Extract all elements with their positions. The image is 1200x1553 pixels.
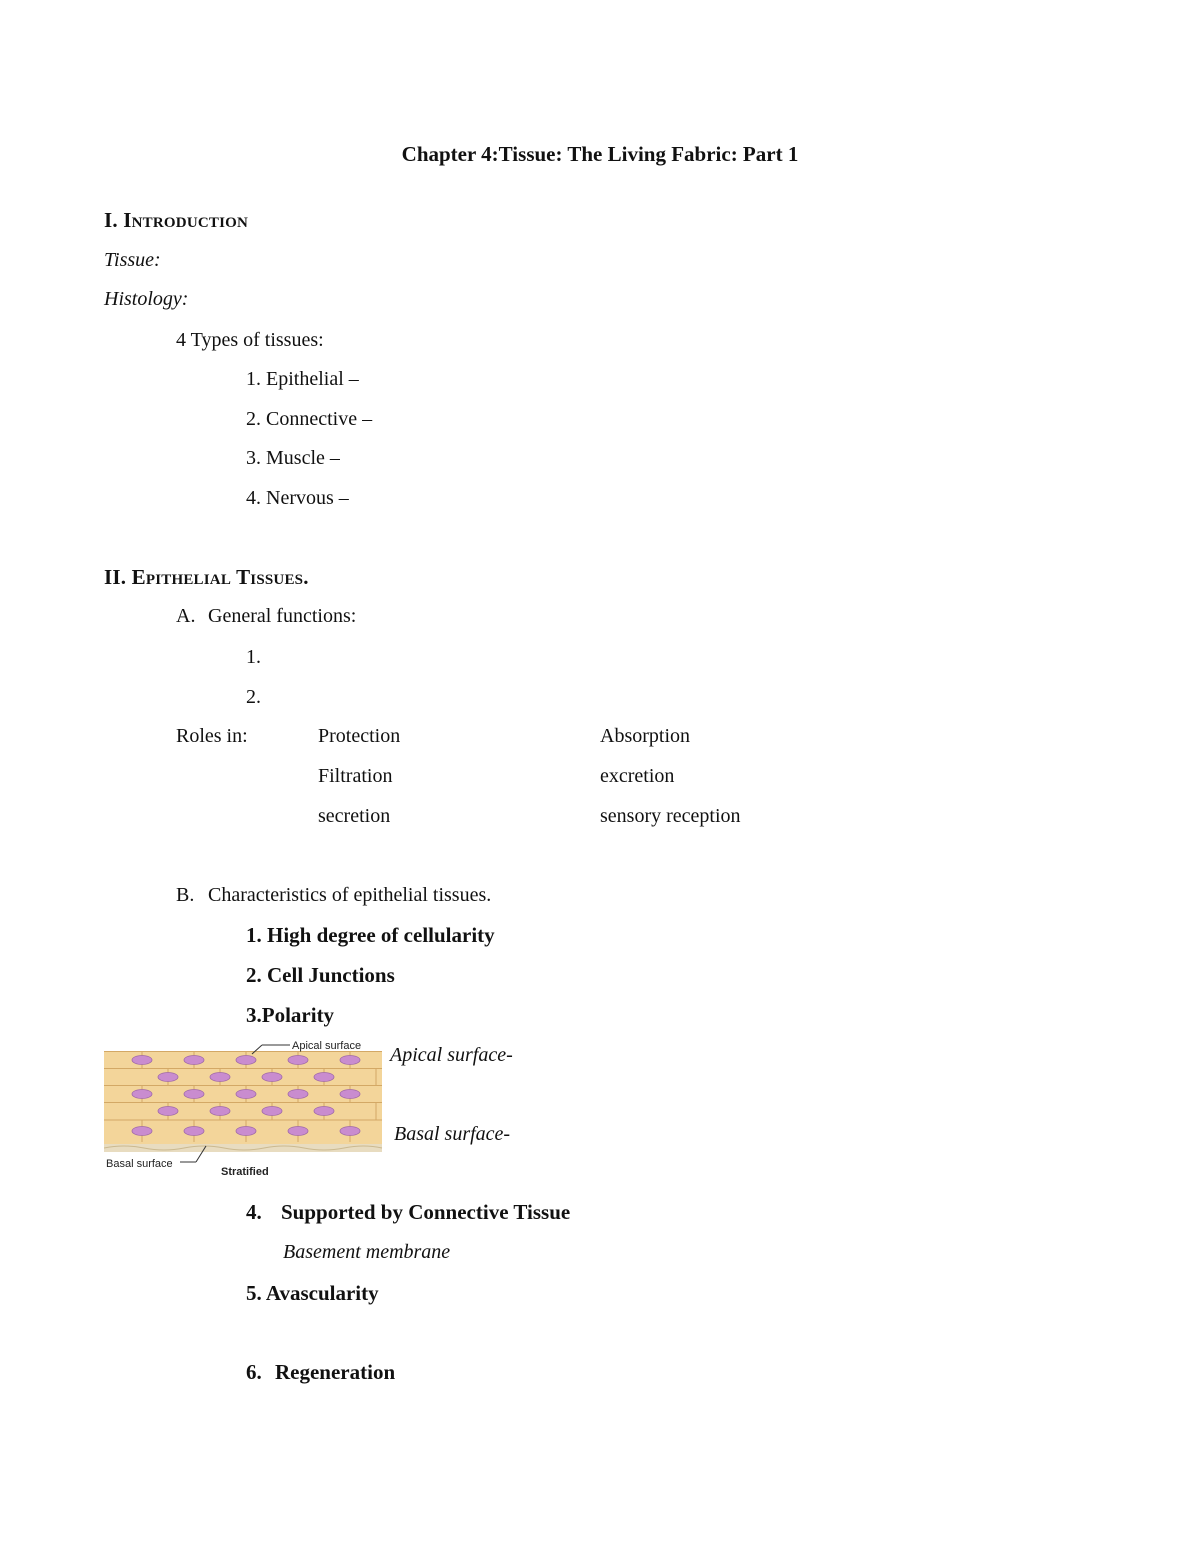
role-item: sensory reception <box>600 805 741 827</box>
cell-nucleus <box>158 1107 178 1116</box>
subsection-b-text: Characteristics of epithelial tissues. <box>208 884 492 906</box>
cell-nucleus <box>262 1107 282 1116</box>
role-item: excretion <box>600 765 675 787</box>
page-title: Chapter 4:Tissue: The Living Fabric: Part 1 <box>401 142 799 166</box>
roles-label: Roles in: <box>176 725 248 747</box>
subsection-b-label: B. <box>176 884 195 906</box>
section-2-title: Epithelial Tissues. <box>131 565 309 589</box>
apical-surface-term: Apical surface- <box>390 1044 513 1066</box>
types-label: 4 Types of tissues: <box>176 329 324 351</box>
cell-nucleus <box>262 1073 282 1082</box>
tissue-type-item: 3. Muscle – <box>246 447 340 469</box>
cell-nucleus <box>210 1073 230 1082</box>
figure-caption: Stratified <box>221 1166 269 1178</box>
subsection-a-text: General functions: <box>208 605 357 627</box>
characteristic-5: 5. Avascularity <box>246 1281 379 1305</box>
function-item: 1. <box>246 646 261 668</box>
cell-nucleus <box>236 1056 256 1065</box>
basal-surface-term: Basal surface- <box>394 1123 511 1145</box>
apical-surface-label: Apical surface <box>292 1040 362 1052</box>
characteristic-6-number: 6. <box>246 1360 262 1384</box>
cell-nucleus <box>236 1090 256 1099</box>
cell-nucleus <box>158 1073 178 1082</box>
characteristic-1: 1. High degree of cellularity <box>246 923 495 947</box>
cell-nucleus <box>288 1127 308 1136</box>
section-1-title: Introduction <box>123 208 249 232</box>
tissue-type-item: 1. Epithelial – <box>246 368 359 390</box>
tissue-type-item: 4. Nervous – <box>246 487 349 509</box>
cell-nucleus <box>184 1090 204 1099</box>
role-item: Protection <box>318 725 401 747</box>
cell-nucleus <box>184 1056 204 1065</box>
cell-nucleus <box>184 1127 204 1136</box>
cell-nucleus <box>288 1090 308 1099</box>
cell-nucleus <box>236 1127 256 1136</box>
cell-nucleus <box>132 1056 152 1065</box>
cell-nucleus <box>314 1073 334 1082</box>
function-item: 2. <box>246 686 261 708</box>
cell-nucleus <box>132 1090 152 1099</box>
tissue-type-item: 2. Connective – <box>246 408 373 430</box>
role-item: Absorption <box>600 725 690 747</box>
section-1-heading <box>104 208 248 232</box>
section-2-number: II. <box>104 565 127 589</box>
characteristic-2: 2. Cell Junctions <box>246 963 395 987</box>
tissue-term: Tissue: <box>104 249 161 271</box>
role-item: Filtration <box>318 765 393 787</box>
characteristic-6: Regeneration <box>275 1360 396 1384</box>
characteristic-4: Supported by Connective Tissue <box>281 1200 571 1224</box>
cell-nucleus <box>340 1127 360 1136</box>
cell-nucleus <box>132 1127 152 1136</box>
subsection-a-label: A. <box>176 605 196 627</box>
histology-term: Histology: <box>104 288 189 310</box>
cell-nucleus <box>314 1107 334 1116</box>
stratified-epithelium-figure <box>104 1036 389 1184</box>
cell-nucleus <box>340 1090 360 1099</box>
cell-nucleus <box>340 1056 360 1065</box>
basement-membrane-term: Basement membrane <box>283 1241 451 1263</box>
section-1-number: I. <box>104 208 118 232</box>
role-item: secretion <box>318 805 391 827</box>
section-2-heading <box>104 565 309 589</box>
characteristic-4-number: 4. <box>246 1200 262 1224</box>
cell-nucleus <box>210 1107 230 1116</box>
characteristic-3: 3.Polarity <box>246 1003 335 1027</box>
basal-surface-label: Basal surface <box>106 1158 173 1170</box>
cell-nucleus <box>288 1056 308 1065</box>
